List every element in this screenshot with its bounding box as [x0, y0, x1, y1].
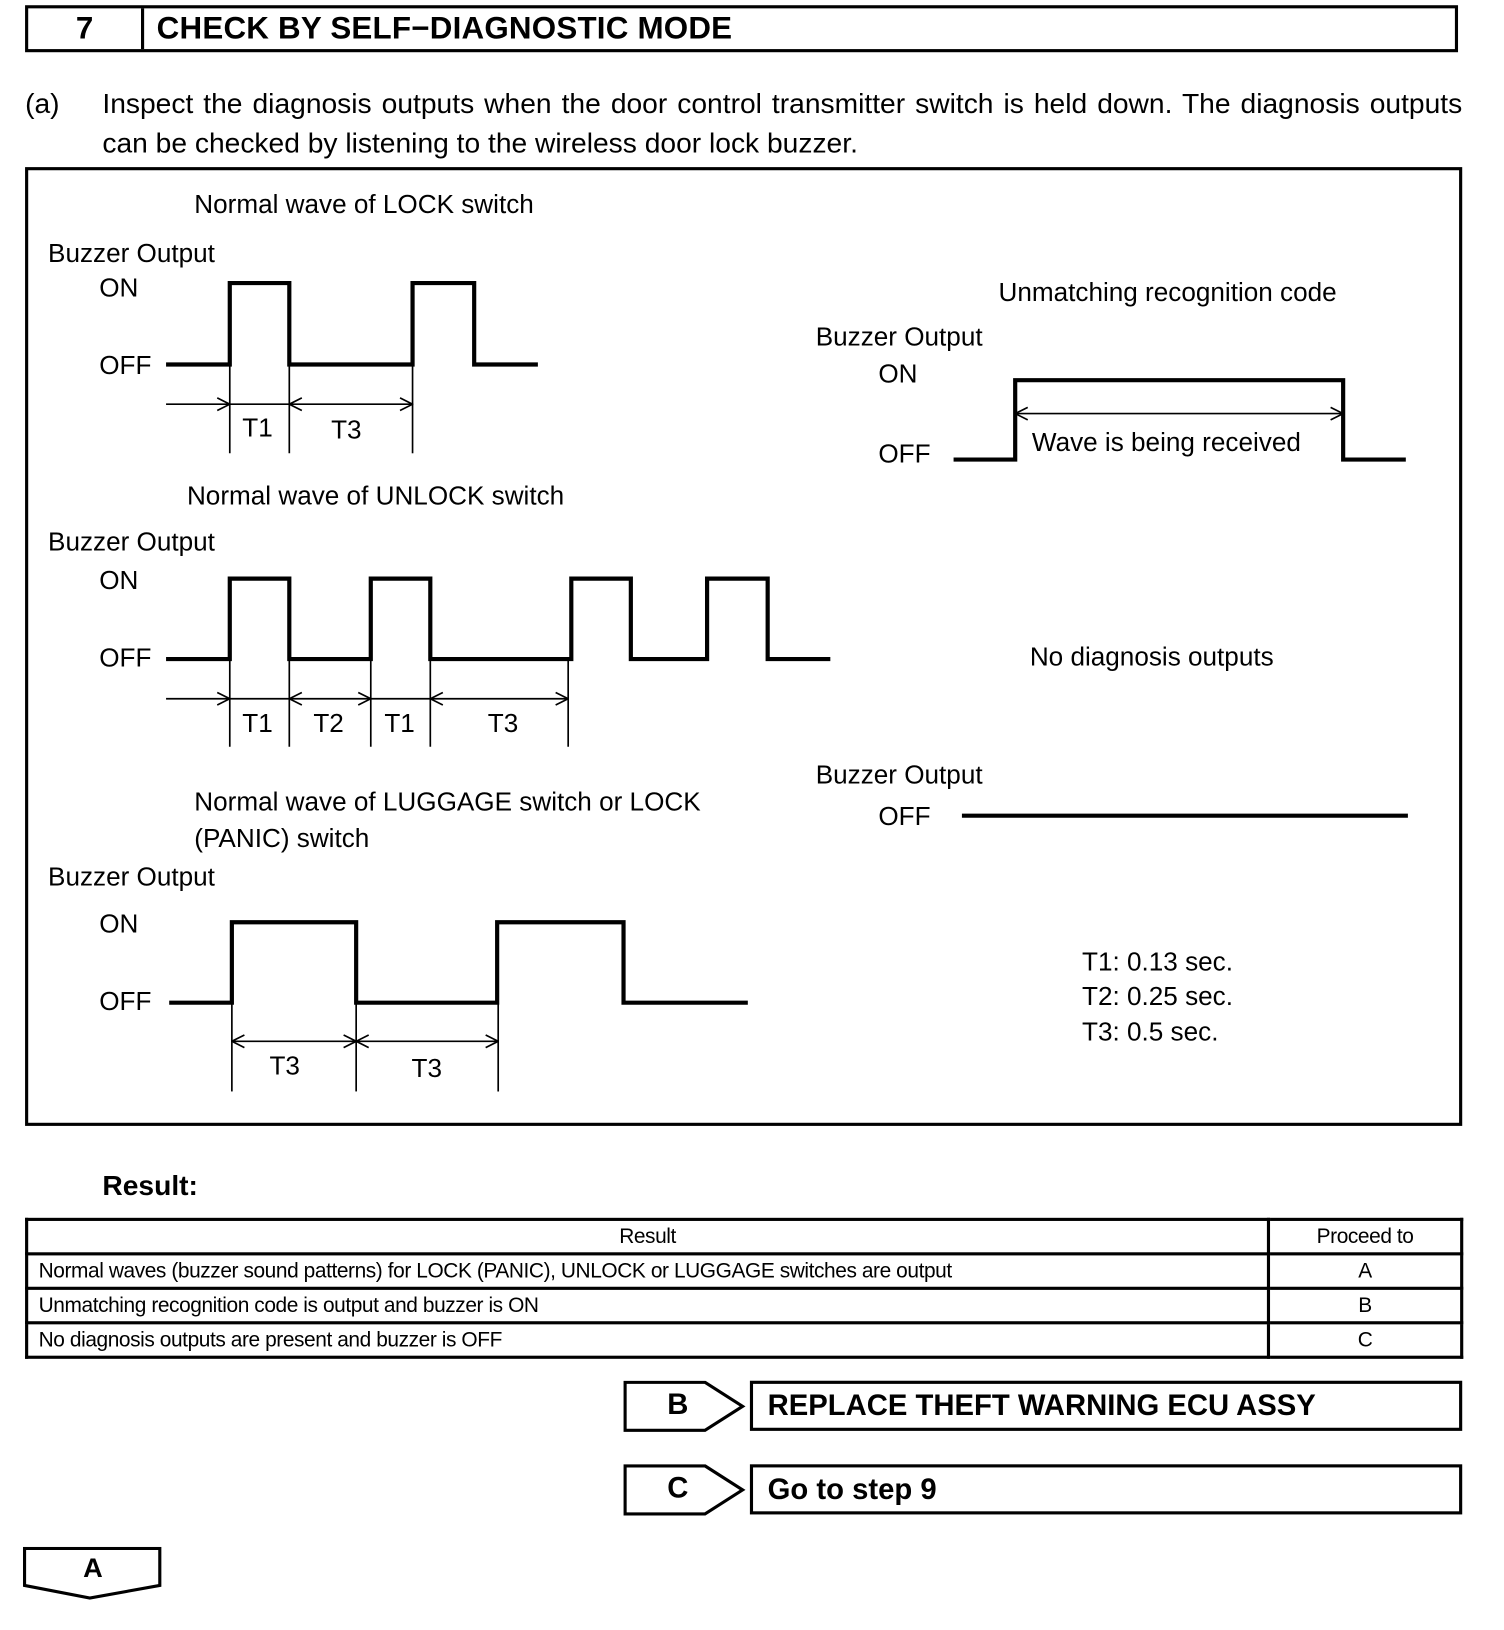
lock-interval-label: T3 [331, 414, 362, 445]
unlock-wave-title: Normal wave of UNLOCK switch [186, 480, 565, 511]
proceed-cell: C [1268, 1323, 1461, 1357]
unlock-interval-label: T1 [242, 708, 273, 739]
proceed-cell: B [1268, 1288, 1461, 1322]
lock-interval-label: T1 [242, 412, 273, 443]
lock-wave-group [48, 189, 538, 453]
luggage-wave-group [48, 786, 748, 1091]
unlock-wave-on-label: ON [99, 565, 139, 596]
lock-wave-on-label: ON [99, 272, 139, 303]
table-row [27, 1288, 1462, 1322]
unmatching-on-label: ON [878, 358, 918, 389]
flow-tag-c[interactable] [624, 1464, 747, 1514]
luggage-wave-title-line2: (PANIC) switch [194, 823, 370, 854]
timing-legend [1082, 946, 1233, 1046]
unlock-interval-label: T1 [384, 708, 415, 739]
flow-tag-label: B [667, 1388, 689, 1421]
column-header-result: Result [27, 1219, 1269, 1253]
result-cell: Normal waves (buzzer sound patterns) for LOCK (PANIC), UNLOCK or LUGGAGE switches are output [27, 1254, 1269, 1288]
luggage-wave-off-label: OFF [99, 985, 152, 1016]
results-table [25, 1218, 1463, 1359]
instruction-label: (a) [25, 87, 60, 120]
diagnosis-diagram [25, 167, 1462, 1126]
table-row [27, 1323, 1462, 1357]
column-header-proceed: Proceed to [1268, 1219, 1461, 1253]
unmatching-off-label: OFF [878, 438, 931, 469]
result-heading: Result: [102, 1169, 198, 1202]
legend-t3: T3: 0.5 sec. [1082, 1016, 1219, 1047]
next-step-label: A [83, 1552, 103, 1584]
luggage-wave-on-label: ON [99, 908, 139, 939]
flow-action-c[interactable]: Go to step 9 [750, 1464, 1462, 1514]
table-row [27, 1254, 1462, 1288]
unlock-interval-label: T2 [313, 708, 344, 739]
unlock-interval-label: T3 [487, 708, 519, 739]
unmatching-axis-label: Buzzer Output [815, 321, 983, 352]
no-output-group [816, 641, 1408, 831]
legend-t2: T2: 0.25 sec. [1082, 980, 1233, 1011]
flow-tag-label: C [667, 1471, 689, 1504]
luggage-interval-label: T3 [411, 1052, 442, 1083]
unlock-wave-group [48, 480, 830, 746]
unmatching-wave-group [816, 277, 1406, 469]
lock-waveform [166, 283, 538, 364]
instruction-text: Inspect the diagnosis outputs when the door control transmitter switch is held down. The diagnosis outputs can be checked by listening to the wireless door lock buzzer. [102, 87, 1463, 159]
no-output-axis-label: Buzzer Output [815, 759, 983, 790]
result-cell: No diagnosis outputs are present and buzzer is OFF [27, 1323, 1269, 1357]
no-output-off-label: OFF [878, 801, 931, 832]
result-cell: Unmatching recognition code is output and buzzer is ON [27, 1288, 1269, 1322]
proceed-cell: A [1268, 1254, 1461, 1288]
next-step-tag-a[interactable] [23, 1547, 163, 1599]
legend-t1: T1: 0.13 sec. [1082, 946, 1233, 977]
lock-wave-axis-label: Buzzer Output [48, 238, 215, 269]
unmatching-span-label: Wave is being received [1031, 427, 1301, 458]
luggage-interval-label: T3 [269, 1050, 300, 1081]
unlock-wave-axis-label: Buzzer Output [48, 526, 215, 557]
flow-tag-b[interactable] [624, 1381, 747, 1431]
table-header-row [27, 1219, 1462, 1253]
unmatching-title: Unmatching recognition code [998, 276, 1337, 307]
step-number: 7 [28, 8, 144, 49]
luggage-wave-title: Normal wave of LUGGAGE switch or LOCK [194, 786, 701, 817]
step-title: CHECK BY SELF−DIAGNOSTIC MODE [156, 11, 733, 46]
no-output-title: No diagnosis outputs [1029, 641, 1274, 672]
flow-action-b[interactable]: REPLACE THEFT WARNING ECU ASSY [750, 1381, 1462, 1431]
luggage-waveform [169, 922, 748, 1002]
luggage-wave-axis-label: Buzzer Output [48, 861, 215, 892]
lock-wave-title: Normal wave of LOCK switch [194, 189, 534, 220]
unlock-wave-off-label: OFF [99, 642, 152, 673]
lock-wave-off-label: OFF [99, 349, 152, 380]
unlock-waveform [166, 579, 830, 659]
